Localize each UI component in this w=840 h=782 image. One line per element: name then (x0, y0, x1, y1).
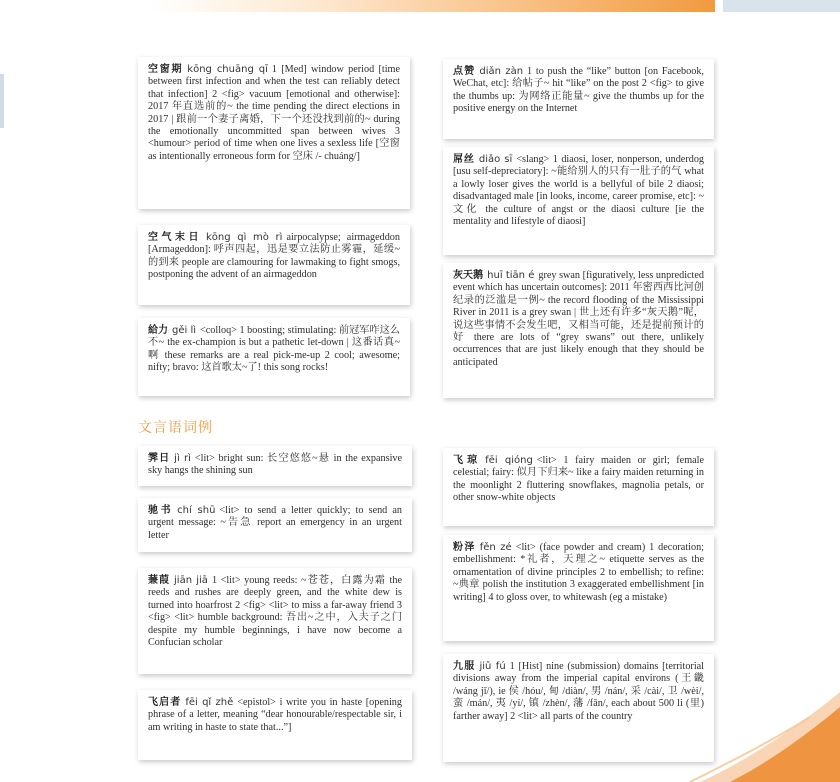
entry-card (443, 147, 714, 255)
entry-card (138, 446, 412, 486)
entry-definition: <lit> bright sun: 长空悠悠~悬 in the expansive sky hangs the shining sun (148, 453, 403, 477)
entry-card (443, 535, 714, 641)
entry-pinyin: jiǔ fú (479, 661, 506, 672)
entry-card (138, 318, 410, 396)
entry-definition: <epistol> i write you in haste [opening phrase of a letter, meaning “dear honourable/respectable sir, i am writing in haste to state that...”] (148, 697, 402, 733)
entry-pinyin: jiān jiā (174, 575, 208, 586)
entry-definition: <lit> (face powder and cream) 1 decoration; embellishment: *礼者，天理之~ etiquette serves as the ornamentation of divine principles 2 to embellish; to refine: ~典章 polish the institution 3 exaggerated embellishment [in writing] 4 to gloss over, to whitewash (eg a mistake) (453, 542, 705, 603)
entry-card (443, 448, 714, 526)
entry-pinyin: fěn zé (479, 542, 512, 553)
entry-card (443, 263, 714, 398)
entry-headword: 空气末日 (148, 232, 202, 243)
entry-headword: 灰天鹅 (453, 270, 484, 281)
entry-headword: 空窗期 (148, 64, 184, 75)
entry-pinyin: gěi lì (172, 325, 197, 336)
entry-card (138, 690, 412, 760)
entry-headword: 九服 (453, 661, 476, 672)
corner-wave-decoration (660, 662, 840, 782)
entry-definition: 1 to push the “like” button [on Facebook, WeChat, etc]: 给帖子~ hit “like” on the post 2 <fig> to give the thumbs up: 为网络正能量~ give the thumbs up for the positive energy on the Internet (453, 66, 704, 115)
entry-headword: 飞启者 (148, 697, 182, 708)
entry-headword: 驰书 (148, 505, 174, 516)
entry-headword: 蒹葭 (148, 575, 171, 586)
entry-card (443, 59, 714, 139)
entry-definition: airpocalypse; airmageddon [Armageddon]: 呼声四起，迅是要立法防止雾霾，延缓~的到来 people are clamouring for lawmaking to fight smogs, postponing the advent of an airmageddon (148, 232, 400, 281)
entry-pinyin: jì rì (174, 453, 191, 464)
entry-card (138, 225, 410, 305)
entry-pinyin: fēi qǐ zhě (185, 697, 234, 708)
entry-definition: grey swan [figuratively, less unpredicted event which has uncertain outcomes]: 2011 年密西西比河创纪录的泛滥是一例~ the record flooding of the Mississippi River in 2011 is a grey swan | 世上还有许多“灰天鹅”呢，说这些事情不会发生吧，又相当可能，还是提前预计的好 there are lots of “grey swans” out there, unlikely occurrences that are just likely enough that they should be anticipated (453, 270, 704, 368)
entry-pinyin: huī tiān é (487, 270, 535, 281)
entry-pinyin: diǎo sī (478, 154, 513, 165)
entry-card (138, 568, 412, 674)
entry-headword: 給力 (148, 325, 169, 336)
left-edge-tab (0, 74, 4, 128)
entry-pinyin: diǎn zàn (479, 66, 524, 77)
entry-pinyin: chí shū (177, 505, 216, 516)
entry-headword: 霁日 (148, 453, 171, 464)
entry-definition: <lit> 1 fairy maiden or girl; female celestial; fairy: 似月下归来~ like a fairy maiden returning in the moonlight 2 fluttering snowflakes, magnolia petals, or other snow-white objects (453, 455, 705, 504)
entry-definition: 1 [Med] window period [time between first infection and when the test can reliably detect that infection] 2 <fig> vacuum [emotional and otherwise]: 2017 年直选前的~ the time pending the direct elections in 2017 | 跟前一个妻子离婚，下一个还没找到前的~ during the emotionally uncommitted span between wives 3 <humour> period of time when one lives a sexless life [空窗 as intentionally erroneous form for 空床 /- chuáng/] (148, 64, 401, 162)
top-decorative-bar (150, 0, 715, 12)
section-heading: 文言语词例 (138, 420, 213, 436)
entry-pinyin: kōng chuāng qī (187, 64, 268, 75)
entry-pinyin: fēi qióng (485, 455, 533, 466)
top-right-decorative-block (723, 0, 840, 12)
entry-headword: 粉泽 (453, 542, 476, 553)
entry-definition: <colloq> 1 boosting; stimulating: 前冠军咋这么不~ the ex-champion is but a pathetic let-down | 这番话真~啊 these remarks are a real pick-me-up 2 cool; awesome; nifty; bravo: 这首歌太~了! this song rocks! (148, 325, 401, 374)
entry-definition: <slang> 1 diaosi, loser, nonperson, underdog [usu self-depreciatory]: ~能给别人的只有一肚子的气 what a lowly loser gives the world is a bellyful of bile 2 diaosi; disadvantaged male [in looks, income, career promise, etc]: ~文化 the culture of angst or the diaosi culture [ie the mentality and lifestyle of diaosi] (453, 154, 705, 228)
entry-headword: 飞琼 (453, 455, 482, 466)
entry-card (138, 498, 412, 552)
entry-definition: 1 <lit> young reeds: ~苍苍，白露为霜 the reeds and rushes are deeply green, and the white dew is turned into hoarfrost 2 <fig> <lit> to miss a far-away friend 3 <fig> <lit> humble background: 吾出~之中，入夫子之门 despite my humble beginnings, i have now become a Confucian scholar (148, 575, 403, 649)
entry-headword: 点赞 (453, 66, 476, 77)
entry-card (138, 57, 410, 209)
entry-definition: 1 [Hist] nine (submission) domains [territorial divisions away from the imperial capital environs (王畿 /wáng jī/), ie 侯 /hóu/, 甸 /diàn/, 男 /nán/, 采 /cài/, 卫 /wèi/, 蛮 /mán/, 夷 /yí/, 镇 /zhèn/, 藩 /fān/, each about 500 li (里) farther away] 2 <lit> all parts of the country (453, 661, 705, 722)
entry-headword: 屌丝 (453, 154, 475, 165)
entry-pinyin: kōng qì mò rì (205, 232, 283, 243)
entry-definition: <lit> to send a letter quickly; to send an urgent message: ~告急 report an emergency in an urgent letter (148, 505, 403, 541)
